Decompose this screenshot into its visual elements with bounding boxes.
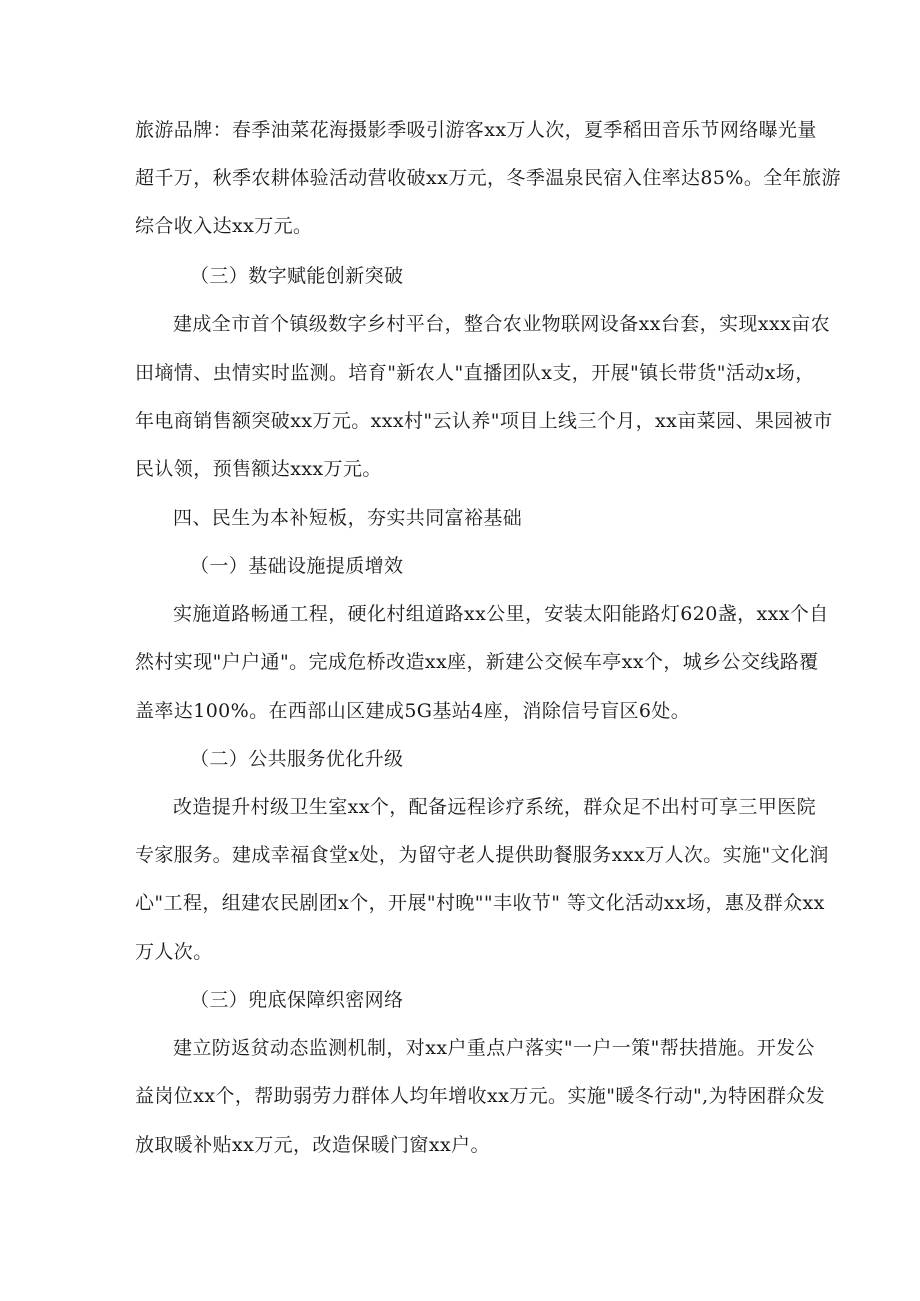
paragraph-line: 综合收入达xx万元。 (135, 215, 313, 237)
paragraph-line: 万人次。 (135, 941, 213, 963)
paragraph-line: 旅游品牌：春季油菜花海摄影季吸引游客xx万人次，夏季稻田音乐节网络曝光量 (135, 119, 817, 141)
subheading-digital: （三）数字赋能创新突破 (190, 265, 404, 287)
subheading-infrastructure: （一）基础设施提质增效 (190, 555, 404, 577)
paragraph-line: 超千万，秋季农耕体验活动营收破xx万元，冬季温泉民宿入住率达85%。全年旅游 (135, 167, 841, 189)
section-heading: 四、民生为本补短板，夯实共同富裕基础 (173, 507, 523, 529)
paragraph-line: 益岗位xx个，帮助弱劳力群体人均年增收xx万元。实施"暖冬行动",为特困群众发 (135, 1085, 825, 1107)
paragraph-line: 改造提升村级卫生室xx个，配备远程诊疗系统，群众足不出村可享三甲医院 (173, 796, 817, 818)
paragraph-line: 心"工程，组建农民剧团x个，开展"村晚""丰收节" 等文化活动xx场，惠及群众xx (135, 892, 825, 914)
paragraph-line: 然村实现"户户通"。完成危桥改造xx座，新建公交候车亭xx个，城乡公交线路覆 (135, 651, 819, 673)
paragraph-line: 放取暖补贴xx万元，改造保暖门窗xx户。 (135, 1134, 490, 1156)
paragraph-line: 建成全市首个镇级数字乡村平台，整合农业物联网设备xx台套，实现xxx亩农 (173, 313, 830, 335)
paragraph-line: 田墒情、虫情实时监测。培育"新农人"直播团队x支，开展"镇长带货"活动x场， (135, 362, 815, 384)
paragraph-line: 实施道路畅通工程，硬化村组道路xx公里，安装太阳能路灯620盏，xxx个自 (173, 603, 829, 625)
paragraph-line: 专家服务。建成幸福食堂x处，为留守老人提供助餐服务xxx万人次。实施"文化润 (135, 844, 829, 866)
paragraph-line: 年电商销售额突破xx万元。xxx村"云认养"项目上线三个月，xx亩菜园、果园被市 (135, 410, 833, 432)
subheading-public-service: （二）公共服务优化升级 (190, 748, 404, 770)
paragraph-line: 盖率达100%。在西部山区建成5G基站4座，消除信号盲区6处。 (135, 700, 691, 722)
subheading-safety-net: （三）兜底保障织密网络 (190, 989, 404, 1011)
paragraph-line: 建立防返贫动态监测机制，对xx户重点户落实"一户一策"帮扶措施。开发公 (173, 1037, 815, 1059)
paragraph-line: 民认领，预售额达xxx万元。 (135, 458, 382, 480)
